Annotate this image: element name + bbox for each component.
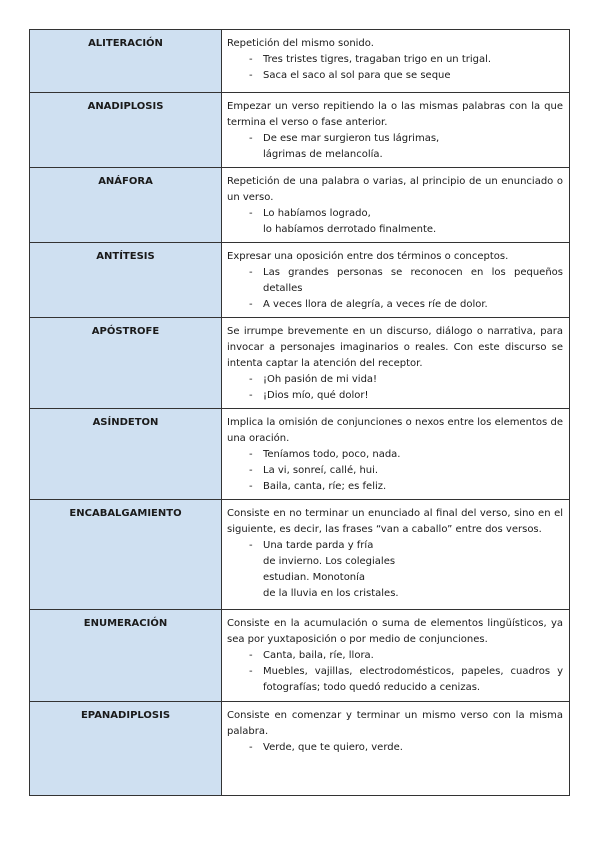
example-item bbox=[249, 479, 563, 495]
example-item bbox=[249, 648, 563, 664]
example-item bbox=[249, 131, 563, 163]
definition-text: Empezar un verso repitiendo la o las mismas palabras con la que termina el verso o fase anterior. bbox=[227, 101, 563, 128]
example-line: de invierno. Los colegiales bbox=[263, 556, 396, 567]
example-text: Tres tristes tigres, tragaban trigo en un trigal. bbox=[263, 54, 492, 65]
example-list bbox=[227, 131, 563, 163]
definition-text: Repetición de una palabra o varias, al principio de un enunciado o un verso. bbox=[227, 176, 563, 203]
example-line: de la lluvia en los cristales. bbox=[263, 588, 399, 599]
example-item bbox=[249, 265, 563, 297]
dash-bullet: - bbox=[249, 133, 253, 144]
definition-cell bbox=[222, 409, 570, 500]
example-list bbox=[227, 740, 563, 756]
definition-text: Consiste en comenzar y terminar un mismo verso con la misma palabra. bbox=[227, 710, 563, 737]
figure-row bbox=[30, 30, 570, 93]
example-item bbox=[249, 447, 563, 463]
example-text: Verde, que te quiero, verde. bbox=[263, 742, 403, 753]
example-text: Canta, baila, ríe, llora. bbox=[263, 650, 374, 661]
example-text: A veces llora de alegría, a veces ríe de dolor. bbox=[263, 299, 488, 310]
example-item bbox=[249, 538, 563, 602]
example-text: Saca el saco al sol para que se seque bbox=[263, 70, 451, 81]
dash-bullet: - bbox=[249, 742, 253, 753]
dash-bullet: - bbox=[249, 54, 253, 65]
term-cell: APÓSTROFE bbox=[30, 318, 222, 409]
example-line: Lo habíamos logrado, bbox=[263, 208, 371, 219]
dash-bullet: - bbox=[249, 374, 253, 385]
example-list bbox=[227, 538, 563, 602]
term-cell: EPANADIPLOSIS bbox=[30, 702, 222, 796]
dash-bullet: - bbox=[249, 70, 253, 81]
term-cell: ANADIPLOSIS bbox=[30, 93, 222, 168]
figure-row bbox=[30, 168, 570, 243]
dash-bullet: - bbox=[249, 390, 253, 401]
example-line: lágrimas de melancolía. bbox=[263, 149, 383, 160]
dash-bullet: - bbox=[249, 666, 253, 677]
example-list bbox=[227, 265, 563, 313]
example-text: ¡Oh pasión de mi vida! bbox=[263, 374, 378, 385]
definition-text: Implica la omisión de conjunciones o nexos entre los elementos de una oración. bbox=[227, 417, 563, 444]
example-item bbox=[249, 388, 563, 404]
example-text: Las grandes personas se reconocen en los pequeños detalles bbox=[263, 267, 563, 294]
definition-cell bbox=[222, 610, 570, 702]
figure-row bbox=[30, 610, 570, 702]
dash-bullet: - bbox=[249, 540, 253, 551]
figure-row bbox=[30, 93, 570, 168]
dash-bullet: - bbox=[249, 650, 253, 661]
example-text: Muebles, vajillas, electrodomésticos, papeles, cuadros y fotografías; todo quedó reducido a cenizas. bbox=[263, 666, 563, 693]
example-text: ¡Dios mío, qué dolor! bbox=[263, 390, 369, 401]
definition-text: Consiste en la acumulación o suma de elementos lingüísticos, ya sea por yuxtaposición o por medio de conjunciones. bbox=[227, 618, 563, 645]
figure-row bbox=[30, 500, 570, 610]
definition-text: Consiste en no terminar un enunciado al final del verso, sino en el siguiente, es decir, las frases “van a caballo” entre dos versos. bbox=[227, 508, 563, 535]
figure-row bbox=[30, 318, 570, 409]
example-list bbox=[227, 447, 563, 495]
definition-cell bbox=[222, 93, 570, 168]
definition-cell bbox=[222, 500, 570, 610]
definition-cell bbox=[222, 702, 570, 796]
example-text: La vi, sonreí, callé, hui. bbox=[263, 465, 379, 476]
term-cell: ANÁFORA bbox=[30, 168, 222, 243]
definition-text: Expresar una oposición entre dos términos o conceptos. bbox=[227, 251, 509, 262]
figures-table bbox=[29, 29, 570, 796]
figure-row bbox=[30, 243, 570, 318]
term-cell: ALITERACIÓN bbox=[30, 30, 222, 93]
definition-cell bbox=[222, 318, 570, 409]
dash-bullet: - bbox=[249, 299, 253, 310]
example-list bbox=[227, 52, 563, 84]
definition-cell bbox=[222, 243, 570, 318]
example-line: De ese mar surgieron tus lágrimas, bbox=[263, 133, 440, 144]
definition-cell bbox=[222, 168, 570, 243]
example-text: Baila, canta, ríe; es feliz. bbox=[263, 481, 387, 492]
dash-bullet: - bbox=[249, 449, 253, 460]
definition-cell bbox=[222, 30, 570, 93]
example-line: estudian. Monotonía bbox=[263, 572, 366, 583]
example-line: Una tarde parda y fría bbox=[263, 540, 374, 551]
dash-bullet: - bbox=[249, 465, 253, 476]
example-item bbox=[249, 68, 563, 84]
example-text: Teníamos todo, poco, nada. bbox=[263, 449, 401, 460]
example-item bbox=[249, 740, 563, 756]
example-item bbox=[249, 372, 563, 388]
figure-row bbox=[30, 702, 570, 796]
example-line: lo habíamos derrotado finalmente. bbox=[263, 224, 437, 235]
term-cell: ENCABALGAMIENTO bbox=[30, 500, 222, 610]
example-list bbox=[227, 206, 563, 238]
term-cell: ANTÍTESIS bbox=[30, 243, 222, 318]
example-item bbox=[249, 664, 563, 696]
example-item bbox=[249, 52, 563, 68]
dash-bullet: - bbox=[249, 267, 253, 278]
dash-bullet: - bbox=[249, 481, 253, 492]
example-list bbox=[227, 372, 563, 404]
example-list bbox=[227, 648, 563, 696]
example-item bbox=[249, 297, 563, 313]
term-cell: ENUMERACIÓN bbox=[30, 610, 222, 702]
definition-text: Repetición del mismo sonido. bbox=[227, 38, 374, 49]
definition-text: Se irrumpe brevemente en un discurso, diálogo o narrativa, para invocar a personajes imaginarios o reales. Con este discurso se intenta captar la atención del receptor. bbox=[227, 326, 563, 369]
example-item bbox=[249, 206, 563, 238]
term-cell: ASÍNDETON bbox=[30, 409, 222, 500]
figure-row bbox=[30, 409, 570, 500]
example-item bbox=[249, 463, 563, 479]
dash-bullet: - bbox=[249, 208, 253, 219]
